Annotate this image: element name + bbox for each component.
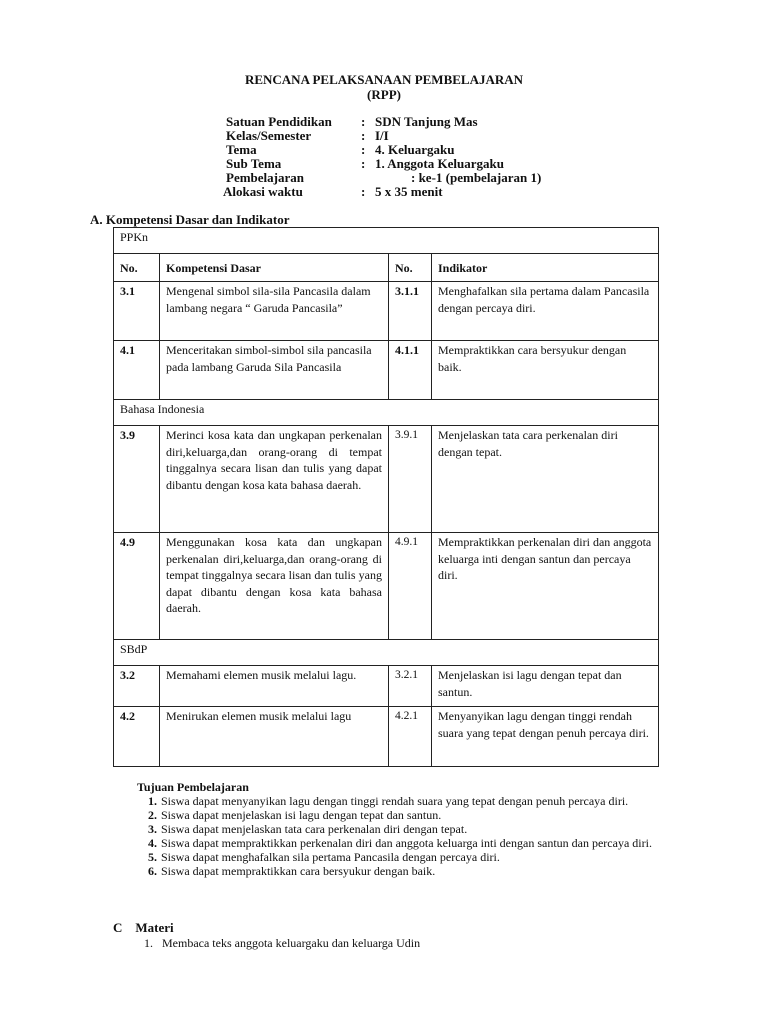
kd-text: Menirukan elemen musik melalui lagu bbox=[160, 707, 389, 767]
kd-number: 3.1 bbox=[114, 282, 160, 341]
table-row bbox=[114, 533, 659, 640]
table-row bbox=[114, 282, 659, 341]
indicator-number: 3.9.1 bbox=[389, 426, 432, 533]
identity-colon: : bbox=[361, 184, 366, 199]
identity-row-pembelajaran bbox=[226, 171, 541, 185]
identity-value: 1. Anggota Keluargaku bbox=[375, 156, 504, 171]
header-indikator: Indikator bbox=[432, 254, 659, 282]
group-row-bahasa-indonesia bbox=[114, 400, 659, 426]
header-no-indikator: No. bbox=[389, 254, 432, 282]
identity-value: I/I bbox=[375, 128, 389, 143]
list-item: 3. Siswa dapat menjelaskan tata cara perkenalan diri dengan tepat. bbox=[148, 822, 468, 836]
kd-number: 4.9 bbox=[114, 533, 160, 640]
goal-text: Siswa dapat mempraktikkan perkenalan diri dan anggota keluarga inti dengan santun dan percaya diri. bbox=[161, 836, 652, 850]
identity-colon: : bbox=[361, 128, 366, 143]
kd-text: Menceritakan simbol-simbol sila pancasila pada lambang Garuda Sila Pancasila bbox=[160, 341, 389, 400]
kd-number: 4.2 bbox=[114, 707, 160, 767]
identity-value: 5 x 35 menit bbox=[375, 184, 443, 199]
table-header-row bbox=[114, 254, 659, 282]
identity-colon: : bbox=[361, 142, 366, 157]
section-a-heading: A. Kompetensi Dasar dan Indikator bbox=[90, 212, 290, 227]
kd-number: 4.1 bbox=[114, 341, 160, 400]
group-row-ppkn bbox=[114, 228, 659, 254]
identity-label: Tema bbox=[226, 142, 257, 157]
goal-text: Siswa dapat mempraktikkan cara bersyukur dengan baik. bbox=[161, 864, 436, 878]
group-row-sbdp bbox=[114, 640, 659, 666]
list-item: 2. Siswa dapat menjelaskan isi lagu dengan tepat dan santun. bbox=[148, 808, 442, 822]
identity-colon: : bbox=[361, 156, 366, 171]
indicator-number: 4.1.1 bbox=[389, 341, 432, 400]
goal-text: Siswa dapat menjelaskan tata cara perkenalan diri dengan tepat. bbox=[161, 822, 468, 836]
kd-text: Menggunakan kosa kata dan ungkapan perkenalan diri,keluarga,dan orang-orang di tempat tinggalnya secara lisan dan tulis yang dapat dibantu dengan kosa kata bahasa daerah. bbox=[160, 533, 389, 640]
identity-colon: : bbox=[361, 114, 366, 129]
indicator-text: Menyanyikan lagu dengan tinggi rendah suara yang tepat dengan penuh percaya diri. bbox=[432, 707, 659, 767]
list-item: 1. Siswa dapat menyanyikan lagu dengan tinggi rendah suara yang tepat dengan penuh percaya diri. bbox=[148, 794, 629, 808]
materi-item-number: 1. bbox=[144, 936, 153, 950]
identity-row-kelas bbox=[226, 129, 541, 143]
identity-label: Pembelajaran bbox=[226, 170, 304, 185]
list-item: 5. Siswa dapat menghafalkan sila pertama Pancasila dengan percaya diri. bbox=[148, 850, 500, 864]
identity-value: SDN Tanjung Mas bbox=[375, 114, 478, 129]
kd-number: 3.2 bbox=[114, 666, 160, 707]
identity-label: Satuan Pendidikan bbox=[226, 114, 332, 129]
kd-number: 3.9 bbox=[114, 426, 160, 533]
identity-value: : ke-1 (pembelajaran 1) bbox=[411, 170, 542, 185]
identity-label: Kelas/Semester bbox=[226, 128, 312, 143]
learning-goals-title: Tujuan Pembelajaran bbox=[137, 780, 249, 794]
group-label: SBdP bbox=[114, 640, 659, 666]
document-title: RENCANA PELAKSANAAN PEMBELAJARAN bbox=[244, 72, 524, 87]
indicator-text: Mempraktikkan cara bersyukur dengan baik. bbox=[432, 341, 659, 400]
indicator-text: Mempraktikkan perkenalan diri dan anggota keluarga inti dengan santun dan percaya diri. bbox=[432, 533, 659, 640]
learning-goals bbox=[135, 780, 675, 878]
learning-goals-list bbox=[135, 794, 675, 878]
identity-row-alokasi bbox=[223, 185, 541, 199]
competency-table bbox=[113, 227, 659, 767]
goal-text: Siswa dapat menghafalkan sila pertama Pancasila dengan percaya diri. bbox=[161, 850, 500, 864]
goal-text: Siswa dapat menjelaskan isi lagu dengan tepat dan santun. bbox=[161, 808, 442, 822]
goal-text: Siswa dapat menyanyikan lagu dengan tinggi rendah suara yang tepat dengan penuh percaya diri. bbox=[161, 794, 629, 808]
list-item: 4. Siswa dapat mempraktikkan perkenalan diri dan anggota keluarga inti dengan santun dan percaya diri. bbox=[148, 836, 652, 850]
table-row bbox=[114, 341, 659, 400]
identity-block bbox=[223, 114, 542, 199]
indicator-text: Menjelaskan tata cara perkenalan diri dengan tepat. bbox=[432, 426, 659, 533]
section-c-heading: C Materi bbox=[113, 920, 174, 935]
materi-item-text: Membaca teks anggota keluargaku dan keluarga Udin bbox=[162, 936, 421, 950]
indicator-number: 3.1.1 bbox=[389, 282, 432, 341]
group-label: Bahasa Indonesia bbox=[114, 400, 659, 426]
kd-text: Memahami elemen musik melalui lagu. bbox=[160, 666, 389, 707]
indicator-text: Menjelaskan isi lagu dengan tepat dan santun. bbox=[432, 666, 659, 707]
table-row bbox=[114, 426, 659, 533]
kd-text: Merinci kosa kata dan ungkapan perkenalan diri,keluarga,dan orang-orang di tempat tinggalnya secara lisan dan tulis yang dapat dibantu dengan kosa kata bahasa daerah. bbox=[160, 426, 389, 533]
indicator-number: 3.2.1 bbox=[389, 666, 432, 707]
document-subtitle: (RPP) bbox=[367, 87, 401, 102]
header-kompetensi-dasar: Kompetensi Dasar bbox=[160, 254, 389, 282]
kd-text: Mengenal simbol sila-sila Pancasila dalam lambang negara “ Garuda Pancasila” bbox=[160, 282, 389, 341]
indicator-number: 4.9.1 bbox=[389, 533, 432, 640]
identity-row-tema bbox=[226, 143, 541, 157]
indicator-number: 4.2.1 bbox=[389, 707, 432, 767]
table-row bbox=[114, 666, 659, 707]
table-row bbox=[114, 707, 659, 767]
identity-label: Sub Tema bbox=[226, 156, 282, 171]
indicator-text: Menghafalkan sila pertama dalam Pancasila dengan percaya diri. bbox=[432, 282, 659, 341]
identity-row-subtema bbox=[226, 157, 541, 171]
identity-value: 4. Keluargaku bbox=[375, 142, 455, 157]
materi-item bbox=[144, 936, 420, 951]
list-item: 6. Siswa dapat mempraktikkan cara bersyukur dengan baik. bbox=[148, 864, 436, 878]
identity-row-satuan bbox=[226, 115, 541, 129]
group-label: PPKn bbox=[114, 228, 659, 254]
header-no: No. bbox=[114, 254, 160, 282]
identity-label: Alokasi waktu bbox=[223, 184, 303, 199]
